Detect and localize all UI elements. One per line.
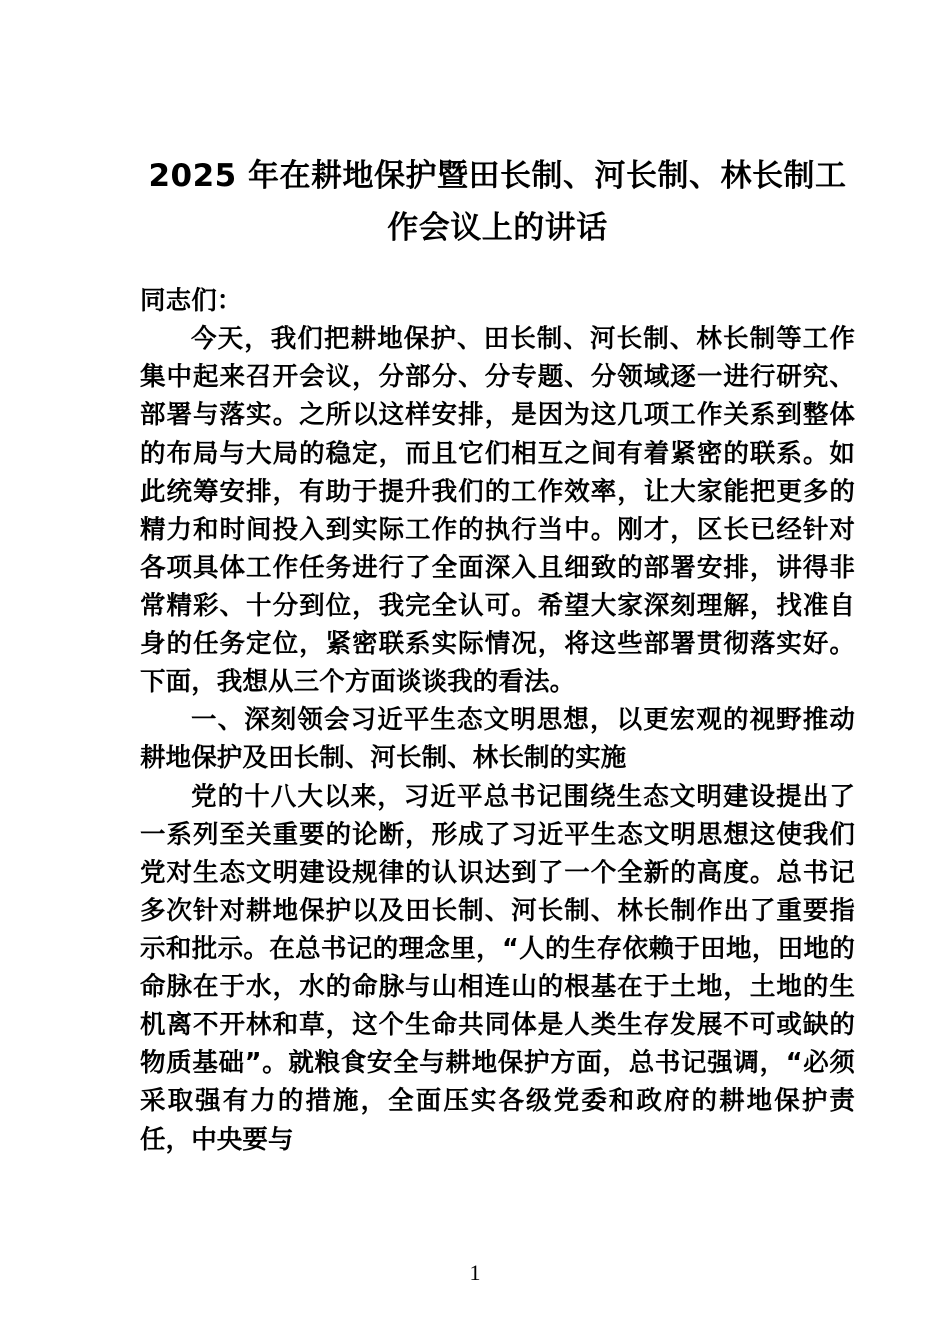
paragraph-1: 今天，我们把耕地保护、田长制、河长制、林长制等工作集中起来召开会议，分部分、分专题、分领域逐一进行研究、部署与落实。之所以这样安排，是因为这几项工作关系到整体的布局与大局的稳定，而且它们相互之间有着紧密的联系。如此统筹安排，有助于提升我们的工作效率，让大家能把更多的精力和时间投入到实际工作的执行当中。刚才，区长已经针对各项具体工作任务进行了全面深入且细致的部署安排，讲得非常精彩、十分到位，我完全认可。希望大家深刻理解，找准自身的任务定位，紧密联系实际情况，将这些部署贯彻落实好。下面，我想从三个方面谈谈我的看法。 <box>140 324 855 698</box>
salutation: 同志们： <box>140 286 243 317</box>
page-title: 2025 年在耕地保护暨田长制、河长制、林长制工作会议上的讲话 <box>148 158 847 247</box>
section-heading-1: 一、深刻领会习近平生态文明思想，以更宏观的视野推动耕地保护及田长制、河长制、林长制的实施 <box>140 705 855 774</box>
paragraph-2: 党的十八大以来，习近平总书记围绕生态文明建设提出了一系列至关重要的论断，形成了习近平生态文明思想这使我们党对生态文明建设规律的认识达到了一个全新的高度。总书记多次针对耕地保护以及田长制、河长制、林长制作出了重要指示和批示。在总书记的理念里，“人的生存依赖于田地，田地的命脉在于水，水的命脉与山相连山的根基在于土地，土地的生机离不开林和草，这个生命共同体是人类生存发展不可或缺的物质基础”。就粮食安全与耕地保护方面，总书记强调，“必须采取强有力的措施，全面压实各级党委和政府的耕地保护责任，中央要与 <box>140 781 855 1155</box>
document-body <box>140 282 855 1159</box>
page-number: 1 <box>469 1260 481 1285</box>
